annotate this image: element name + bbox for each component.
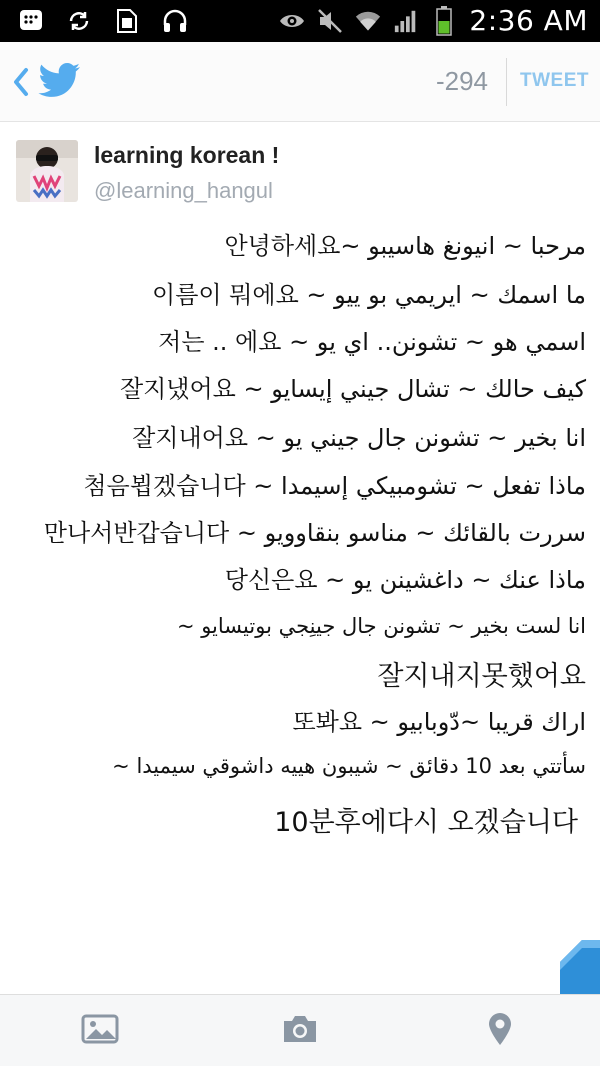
mute-icon bbox=[317, 8, 343, 34]
tweet-line: ما اسمك ~ ايريمي بو ييو ~ 이름이 뭐에요 bbox=[152, 281, 586, 309]
tweet-button[interactable]: TWEET bbox=[520, 70, 589, 91]
tweet-line: مرحبا ~ انيونغ هاسيبو ~안녕하세요 bbox=[224, 232, 586, 260]
tweet-line: انا لست بخير ~ تشونن جال جينِجي بوتيسايو ~ bbox=[176, 614, 586, 638]
tweet-line: 10분후에다시 오겠습니다 bbox=[274, 807, 578, 838]
signal-icon bbox=[393, 8, 419, 34]
camera-icon[interactable] bbox=[280, 1009, 320, 1049]
location-pin-icon[interactable] bbox=[480, 1009, 520, 1049]
tweet-line: اراك قريبا ~دّوبابيو ~ 또봐요 bbox=[292, 708, 586, 736]
twitter-bird-icon[interactable] bbox=[38, 62, 82, 100]
author-handle[interactable]: @learning_hangul bbox=[94, 178, 273, 203]
headphones-icon bbox=[162, 8, 188, 34]
tweet-line: 잘지내지못했어요 bbox=[377, 661, 586, 692]
clock: 2:36 AM bbox=[469, 4, 588, 37]
bbm-icon bbox=[18, 8, 44, 34]
compose-header bbox=[0, 42, 600, 122]
tweet-line: ماذا تفعل ~ تشومبيكي إسيمدا ~ 첨음뵙겠습니다 bbox=[83, 472, 586, 500]
header-divider bbox=[506, 58, 507, 106]
image-icon[interactable] bbox=[80, 1009, 120, 1049]
tweet-line: كيف حالك ~ تشال جيني إيسايو ~ 잘지냈어요 bbox=[119, 375, 586, 403]
compose-toolbar bbox=[0, 994, 600, 1066]
author-name[interactable]: learning korean ! bbox=[94, 142, 280, 168]
battery-icon bbox=[431, 8, 457, 34]
status-bar bbox=[0, 0, 600, 42]
eye-icon bbox=[279, 8, 305, 34]
sim-card-icon bbox=[114, 8, 140, 34]
tweet-line: ماذا عنك ~ داغشينن يو ~ 당신은요 bbox=[224, 566, 586, 594]
sync-icon bbox=[66, 8, 92, 34]
tweet-line: سررت بالقائك ~ مناسو بنقاوويو ~ 만나서반갑습니다 bbox=[43, 519, 586, 547]
avatar[interactable] bbox=[16, 140, 78, 202]
character-counter: -294 bbox=[435, 66, 488, 96]
back-chevron-icon[interactable] bbox=[10, 66, 32, 98]
wifi-icon bbox=[355, 8, 381, 34]
tweet-line: سأتتي بعد 10 دقائق ~ شيبون هييه داشوقي سيميدا ~ bbox=[112, 754, 586, 778]
tweet-line: انا بخير ~ تشونن جال جيني يو ~ 잘지내어요 bbox=[132, 424, 586, 452]
tweet-line: اسمي هو ~ تشونن.. اي يو ~ 저는 .. 에요 bbox=[158, 328, 586, 356]
